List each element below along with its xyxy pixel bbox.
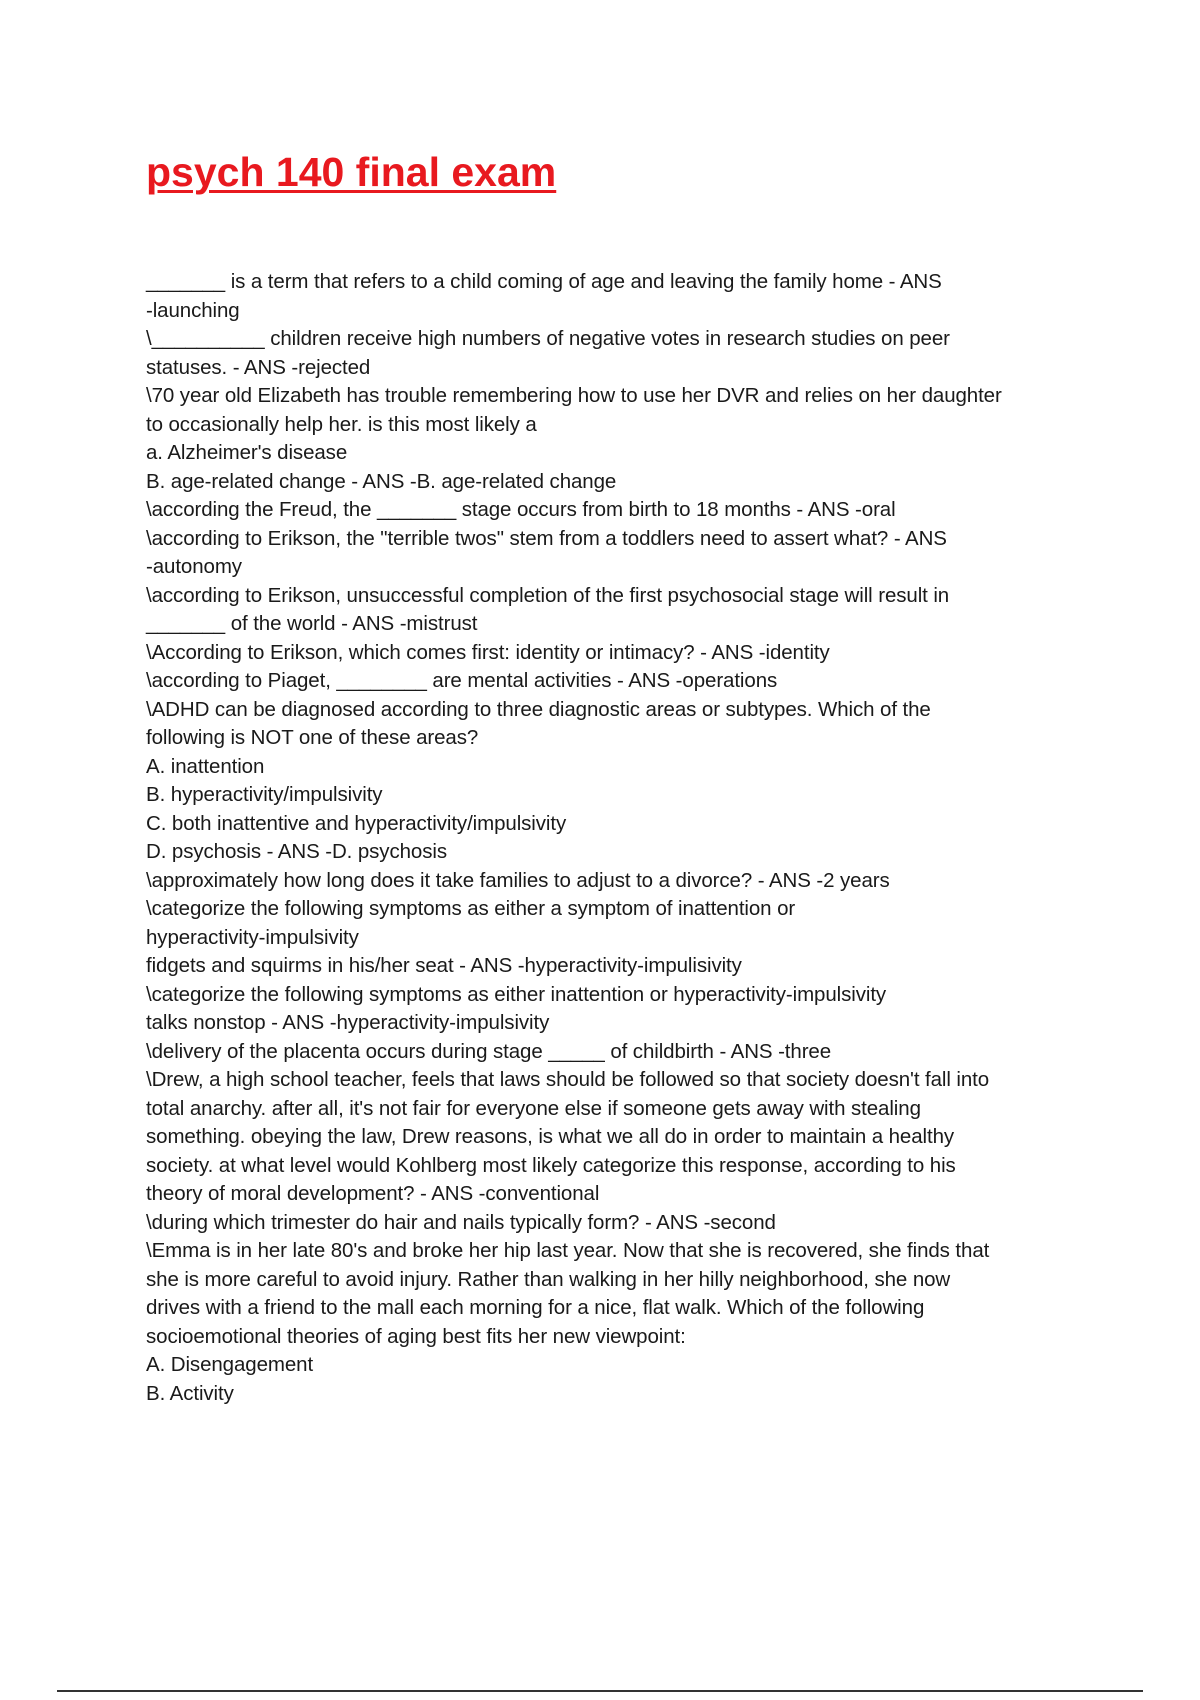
text-line: A. inattention [146,754,265,778]
text-line: \Drew, a high school teacher, feels that laws should be followed so that society doesn't fall into [146,1068,990,1091]
text-line: statuses. - ANS -rejected [146,355,371,379]
text-line: \According to Erikson, which comes first: identity or intimacy? - ANS -identity [146,640,830,664]
text-line: \70 year old Elizabeth has trouble remembering how to use her DVR and relies on her daughter [146,384,1002,407]
text-line: hyperactivity-impulsivity [146,925,359,949]
text-line: -autonomy [146,555,242,578]
text-line: \categorize the following symptoms as either inattention or hyperactivity-impulsivity [146,982,887,1006]
text-line: \approximately how long does it take families to adjust to a divorce? - ANS -2 years [146,868,890,892]
text-line: theory of moral development? - ANS -conventional [146,1182,600,1205]
text-line: C. both inattentive and hyperactivity/impulsivity [146,811,567,835]
text-line: a. Alzheimer's disease [146,441,348,464]
text-line: following is NOT one of these areas? [146,726,479,749]
text-line: \Emma is in her late 80's and broke her hip last year. Now that she is recovered, she finds that [146,1239,990,1262]
text-line: _______ is a term that refers to a child coming of age and leaving the family home - ANS [146,270,942,293]
text-line: A. Disengagement [146,1353,314,1376]
text-line: drives with a friend to the mall each morning for a nice, flat walk. Which of the following [146,1296,925,1319]
text-line: society. at what level would Kohlberg most likely categorize this response, according to his [146,1153,956,1177]
text-line: \__________ children receive high numbers of negative votes in research studies on peer [146,327,950,350]
text-line: socioemotional theories of aging best fits her new viewpoint: [146,1324,686,1348]
document-body [146,268,1106,1408]
text-line: \according the Freud, the _______ stage occurs from birth to 18 months - ANS -oral [146,498,896,521]
text-line: D. psychosis - ANS -D. psychosis [146,840,447,863]
text-line: talks nonstop - ANS -hyperactivity-impulsivity [146,1011,550,1034]
text-line: something. obeying the law, Drew reasons, is what we all do in order to maintain a healthy [146,1125,955,1148]
text-line: fidgets and squirms in his/her seat - ANS -hyperactivity-impulisivity [146,954,742,977]
text-line: B. hyperactivity/impulsivity [146,783,383,806]
text-line: to occasionally help her. is this most likely a [146,412,537,436]
text-line: \according to Erikson, unsuccessful completion of the first psychosocial stage will result in [146,583,950,607]
text-line: \delivery of the placenta occurs during stage _____ of childbirth - ANS -three [146,1039,832,1063]
text-line: \ADHD can be diagnosed according to three diagnostic areas or subtypes. Which of the [146,697,931,721]
text-line: \during which trimester do hair and nails typically form? - ANS -second [146,1210,776,1234]
text-line: \according to Erikson, the "terrible twos" stem from a toddlers need to assert what? - ANS [146,526,947,550]
document-title: psych 140 final exam [146,149,557,195]
text-line: B. Activity [146,1381,234,1405]
text-line: _______ of the world - ANS -mistrust [146,612,478,635]
text-line: \according to Piaget, ________ are mental activities - ANS -operations [146,669,778,692]
text-line: total anarchy. after all, it's not fair for everyone else if someone gets away with stealing [146,1096,921,1120]
text-line: B. age-related change - ANS -B. age-related change [146,469,617,493]
page-bottom-divider [57,1690,1143,1692]
text-line: \categorize the following symptoms as either a symptom of inattention or [146,897,796,920]
text-line: -launching [146,298,240,322]
text-line: she is more careful to avoid injury. Rather than walking in her hilly neighborhood, she now [146,1267,951,1291]
